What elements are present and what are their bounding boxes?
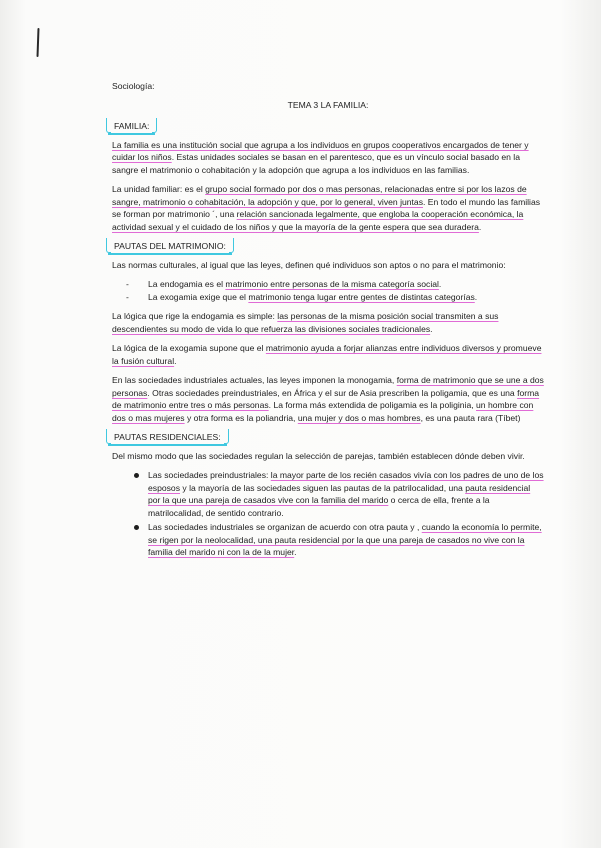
page-title: TEMA 3 LA FAMILIA: [287, 99, 369, 110]
list-item: - La exogamia exige que el matrimonio tenga lugar entre gentes de distintas categorías. [112, 291, 544, 304]
subject-label: Sociología: [112, 81, 155, 91]
section-heading-residenciales: PAUTAS RESIDENCIALES: [112, 431, 223, 444]
highlighted-text: grupo social formado por dos o mas personas, relacionadas entre si por los lazos de sangre, matrimonio o cohabitación, la adopción y que, por lo general, viven juntas [112, 184, 527, 207]
paragraph-residenciales-intro: Del mismo modo que las sociedades regulan la selección de parejas, también establecen dónde deben vivir. [112, 450, 525, 461]
highlighted-text: relación sancionada legalmente, que engloba la cooperación económica, la actividad sexual y el cuidado de los niños y que la mayoría de la gente espera que sea duradera [112, 209, 524, 232]
document-body [112, 80, 544, 566]
paragraph-unidad-familiar: La unidad familiar: es el grupo social formado por dos o mas personas, relacionadas entre si por los lazos de sangre, matrimonio o cohabitación, la adopción y que, por lo general, viven juntas. En todo el mundo las familias se forman por matrimonio ´, una relación sancionada legalmente, que engloba la cooperación económica, la actividad sexual y el cuidado de los niños y que la mayoría de la gente espera que sea duradera. [112, 184, 541, 232]
margin-pen-mark [36, 28, 39, 57]
paragraph-exogamia: La lógica de la exogamia supone que el matrimonio ayuda a forjar alianzas entre individuos diversos y promueve la fusión cultural. [112, 343, 542, 366]
paragraph-sociedades-industriales: En las sociedades industriales actuales, las leyes imponen la monogamia, forma de matrimonio que se une a dos personas. Otras sociedades preindustriales, en África y el sur de Asia prescriben la poligamia, que es una forma de matrimonio entre tres o más personas. La forma más extendida de poligamia es la poliginia, un hombre con dos o mas mujeres y otra forma es la poliandria, una mujer y dos o mas hombres, es una pauta rara (Tíbet) [112, 375, 544, 423]
list-item: Las sociedades industriales se organizan de acuerdo con otra pauta y , cuando la economía lo permite, se rigen por la neolocalidad, una pauta residencial por la que una pareja de casados no vive con la familia del marido ni con la de la mujer. [112, 521, 544, 559]
matrimonio-list [112, 278, 544, 303]
paragraph-endogamia: La lógica que rige la endogamia es simple: las personas de la misma posición social transmiten a sus descendientes su modo de vida lo que refuerza las divisiones sociales tradicionales. [112, 311, 499, 334]
list-item: Las sociedades preindustriales: la mayor parte de los recién casados vivía con los padres de uno de los esposos y la mayoría de las sociedades siguen las pautas de la patrilocalidad, una pauta residencial por la que una pareja de casados vive con la familia del marido o cerca de ella, frente a la matrilocalidad, de sentido contrario. [112, 469, 544, 519]
residenciales-list [112, 469, 544, 559]
paragraph-familia-definition: La familia es una institución social que agrupa a los individuos en grupos cooperativos encargados de tener y cuidar los niños. Estas unidades sociales se basan en el parentesco, que es un vínculo social basado en la sangre el matrimonio o cohabitación y la adopción que agrupa a los individuos en las familias. [112, 139, 529, 175]
section-heading-familia: FAMILIA: [112, 120, 151, 133]
list-item: - La endogamia es el matrimonio entre personas de la misma categoría social. [112, 278, 544, 291]
paragraph-matrimonio-intro: Las normas culturales, al igual que las leyes, definen qué individuos son aptos o no para el matrimonio: [112, 259, 506, 270]
highlighted-text: La familia es una institución social que agrupa a los individuos en grupos cooperativos encargados de tener y cuidar los niños [112, 139, 529, 162]
section-heading-matrimonio: PAUTAS DEL MATRIMONIO: [112, 240, 228, 253]
